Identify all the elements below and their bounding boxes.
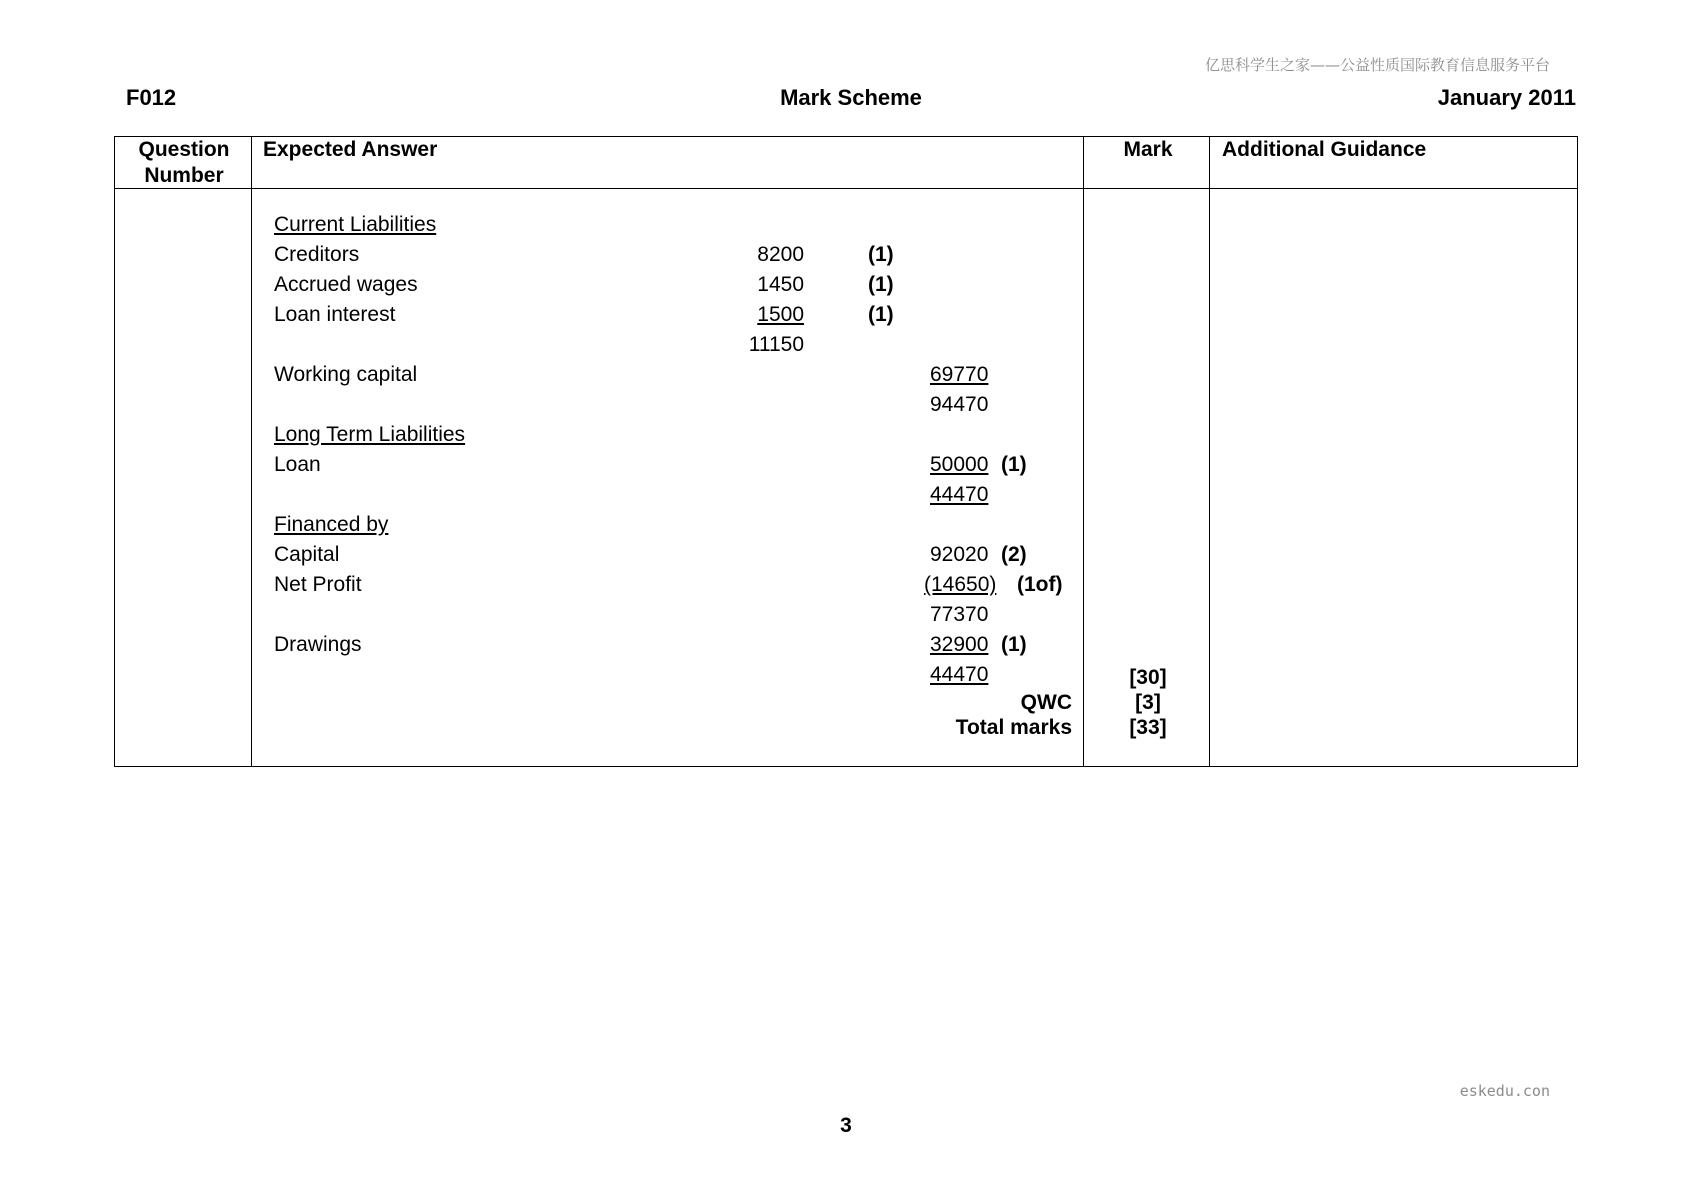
column-header-mark: Mark [1123,138,1173,161]
table-row [274,420,1074,450]
total-value: 50000 [930,453,989,476]
qwc-label: QWC [1020,691,1072,714]
table-border-left [114,136,115,767]
exam-date: January 2011 [1437,85,1576,110]
total-marks-label: Total marks [955,716,1072,739]
source-footer: eskedu.con [1459,1082,1550,1100]
mark-award: (1) [1001,633,1027,656]
table-row [274,600,1074,630]
table-row [274,510,1074,540]
table-row [274,300,1074,330]
row-label: Financed by [274,513,389,536]
table-row [274,210,1074,240]
table-header-divider [114,188,1577,189]
column-divider [251,136,252,767]
total-value: 77370 [930,603,989,626]
qwc-mark: [3] [1135,691,1161,714]
table-row [274,390,1074,420]
column-header-question: Question Number [138,138,230,187]
mark-award: (2) [1001,543,1027,566]
page-number: 3 [840,1114,852,1137]
table-row [274,570,1074,600]
subtotal-value: 1500 [757,303,804,326]
table-row [274,270,1074,300]
row-label: Working capital [274,363,418,386]
table-row [274,480,1074,510]
mark-award: (1of) [1017,573,1063,596]
row-label: Capital [274,543,340,566]
row-label: Creditors [274,243,360,266]
table-row [274,540,1074,570]
table-row [274,330,1074,360]
row-label: Long Term Liabilities [274,423,466,446]
mark-award: (1) [868,273,894,296]
total-value: 94470 [930,393,989,416]
mark-award: (1) [868,243,894,266]
row-label: Accrued wages [274,273,418,296]
total-value: 92020 [930,543,989,566]
subtotal-value: 8200 [757,243,804,266]
column-header-answer: Expected Answer [263,138,438,161]
total-value: 69770 [930,363,989,386]
mark-award: (1) [868,303,894,326]
section-mark: [30] [1129,666,1167,689]
table-border-right [1577,136,1578,767]
table-row [274,630,1074,660]
row-label: Loan [274,453,321,476]
table-row [274,450,1074,480]
column-header-guidance: Additional Guidance [1222,138,1427,161]
row-label: Current Liabilities [274,213,437,236]
table-row [274,660,1074,690]
table-border-bottom [114,766,1577,767]
total-value: 32900 [930,633,989,656]
total-value: (14650) [924,573,997,596]
table-row [274,240,1074,270]
table-row [274,360,1074,390]
total-value: 44470 [930,483,989,506]
total-marks-value: [33] [1129,716,1167,739]
row-label: Drawings [274,633,362,656]
document-title: Mark Scheme [780,85,922,110]
mark-award: (1) [1001,453,1027,476]
row-label: Net Profit [274,573,362,596]
paper-code: F012 [126,85,177,110]
total-value: 44470 [930,663,989,686]
watermark-text: 亿思科学生之家——公益性质国际教育信息服务平台 [1204,56,1550,74]
column-divider [1083,136,1084,767]
subtotal-value: 1450 [757,273,804,296]
subtotal-value: 11150 [748,333,804,356]
row-label: Loan interest [274,303,396,326]
